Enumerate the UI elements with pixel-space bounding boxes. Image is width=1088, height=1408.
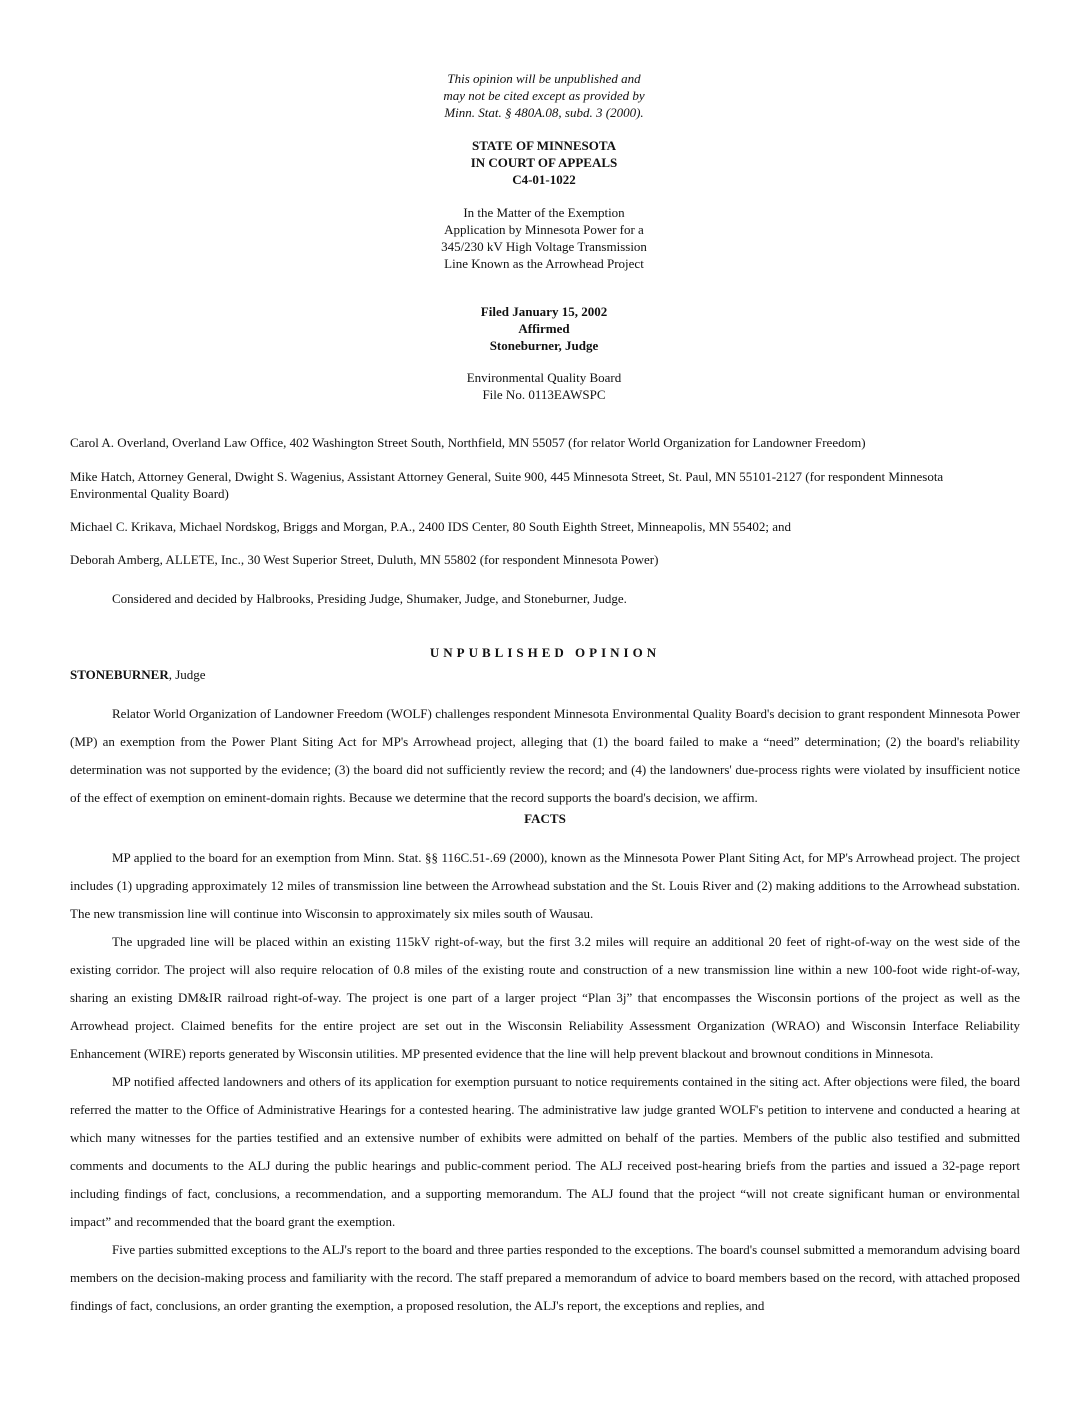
panel-statement: Considered and decided by Halbrooks, Presiding Judge, Shumaker, Judge, and Stoneburner, Judge. [112, 591, 627, 606]
counsel-entry: Deborah Amberg, ALLETE, Inc., 30 West Superior Street, Duluth, MN 55802 (for respondent Minnesota Power) [70, 552, 659, 567]
publication-notice [344, 70, 744, 121]
case-title-line: Application by Minnesota Power for a [444, 222, 644, 237]
intro-paragraph: Relator World Organization of Landowner Freedom (WOLF) challenges respondent Minnesota Environmental Quality Board's decision to grant respondent Minnesota Power (MP) an exemption from the Power Plant Siting Act for MP's Arrowhead project, alleging that (1) the board failed to make a “need” determination; (2) the board's reliability determination was not supported by the evidence; (3) the board did not sufficiently review the record; and (4) the landowners' due-process rights were violated by insufficient notice of the effect of exemption on eminent-domain rights. Because we determine that the record supports the board's decision, we affirm. [70, 706, 1020, 805]
agency-info [344, 369, 744, 403]
court-caption [344, 137, 744, 188]
author-name: STONEBURNER [70, 667, 169, 682]
state-name: STATE OF MINNESOTA [472, 138, 616, 153]
agency-file-number: File No. 0113EAWSPC [482, 387, 606, 402]
court-name: IN COURT OF APPEALS [470, 155, 618, 170]
facts-heading: FACTS [524, 811, 566, 826]
case-title-line: In the Matter of the Exemption [463, 205, 625, 220]
intro-section [70, 700, 1020, 812]
case-title-line: Line Known as the Arrowhead Project [444, 256, 644, 271]
notice-line: Minn. Stat. § 480A.08, subd. 3 (2000). [444, 105, 644, 120]
filed-date: Filed January 15, 2002 [480, 304, 608, 319]
filing-info [344, 303, 744, 354]
disposition: Affirmed [518, 321, 570, 336]
counsel-entry: Carol A. Overland, Overland Law Office, 402 Washington Street South, Northfield, MN 55057 (for relator World Organization for Landowner Freedom) [70, 435, 866, 450]
opinion-author [70, 667, 206, 683]
facts-paragraph: The upgraded line will be placed within an existing 115kV right-of-way, but the first 3.2 miles will require an additional 20 feet of right-of-way on the west side of the existing corridor. The project will also require relocation of 0.8 miles of the existing route and construction of a new transmission line within a new 100-foot wide right-of-way, sharing an existing DM&IR railroad right-of-way. The project is one part of a larger project “Plan 3j” that encompasses the Wisconsin portions of the project as well as the Arrowhead project. Claimed benefits for the entire project are set out in the Wisconsin Reliability Assessment Organization (WRAO) and Wisconsin Interface Reliability Enhancement (WIRE) reports generated by Wisconsin utilities. MP presented evidence that the line will help prevent blackout and brownout conditions in Minnesota. [70, 934, 1020, 1061]
author-title: , Judge [168, 667, 206, 682]
facts-paragraph: MP notified affected landowners and others of its application for exemption pursuant to notice requirements contained in the siting act. After objections were filed, the board referred the matter to the Office of Administrative Hearings for a contested hearing. The administrative law judge granted WOLF's petition to intervene and conducted a hearing at which many witnesses for the parties testified and an extensive number of exhibits were admitted on behalf of the parties. Members of the public also testified and submitted comments and documents to the ALJ during the public hearings and public-comment period. The ALJ received post-hearing briefs from the parties and issued a 32-page report including findings of fact, conclusions, a recommendation, and a supporting memorandum. The ALJ found that the project “will not create significant human or environmental impact” and recommended that the board grant the exemption. [70, 1074, 1020, 1229]
agency-name: Environmental Quality Board [466, 370, 622, 385]
case-number: C4-01-1022 [512, 172, 576, 187]
case-title [344, 204, 744, 272]
notice-line: may not be cited except as provided by [443, 88, 645, 103]
counsel-entry: Michael C. Krikava, Michael Nordskog, Briggs and Morgan, P.A., 2400 IDS Center, 80 South Eighth Street, Minneapolis, MN 55402; and [70, 519, 792, 534]
facts-paragraph: MP applied to the board for an exemption from Minn. Stat. §§ 116C.51-.69 (2000), known as the Minnesota Power Plant Siting Act, for MP's Arrowhead project. The project includes (1) upgrading approximately 12 miles of transmission line between the Arrowhead substation and the St. Louis River and (2) making additions to the Arrowhead substation. The new transmission line will continue into Wisconsin to approximately six miles south of Wausau. [70, 850, 1020, 921]
facts-paragraph: Five parties submitted exceptions to the ALJ's report to the board and three parties responded to the exceptions. The board's counsel submitted a memorandum advising board members on the decision-making process and familiarity with the record. The staff prepared a memorandum of advice to board members based on the record, with attached proposed findings of fact, conclusions, an order granting the exemption, a proposed resolution, the ALJ's report, the exceptions and replies, and [70, 1242, 1020, 1313]
case-title-line: 345/230 kV High Voltage Transmission [441, 239, 647, 254]
notice-line: This opinion will be unpublished and [447, 71, 641, 86]
facts-section [70, 844, 1020, 1320]
judge-name: Stoneburner, Judge [489, 338, 599, 353]
counsel-entry: Mike Hatch, Attorney General, Dwight S. Wagenius, Assistant Attorney General, Suite 900, 445 Minnesota Street, St. Paul, MN 55101-2127 (for respondent Minnesota Environmental Quality Board) [70, 469, 944, 501]
opinion-heading: UNPUBLISHED OPINION [429, 645, 661, 660]
